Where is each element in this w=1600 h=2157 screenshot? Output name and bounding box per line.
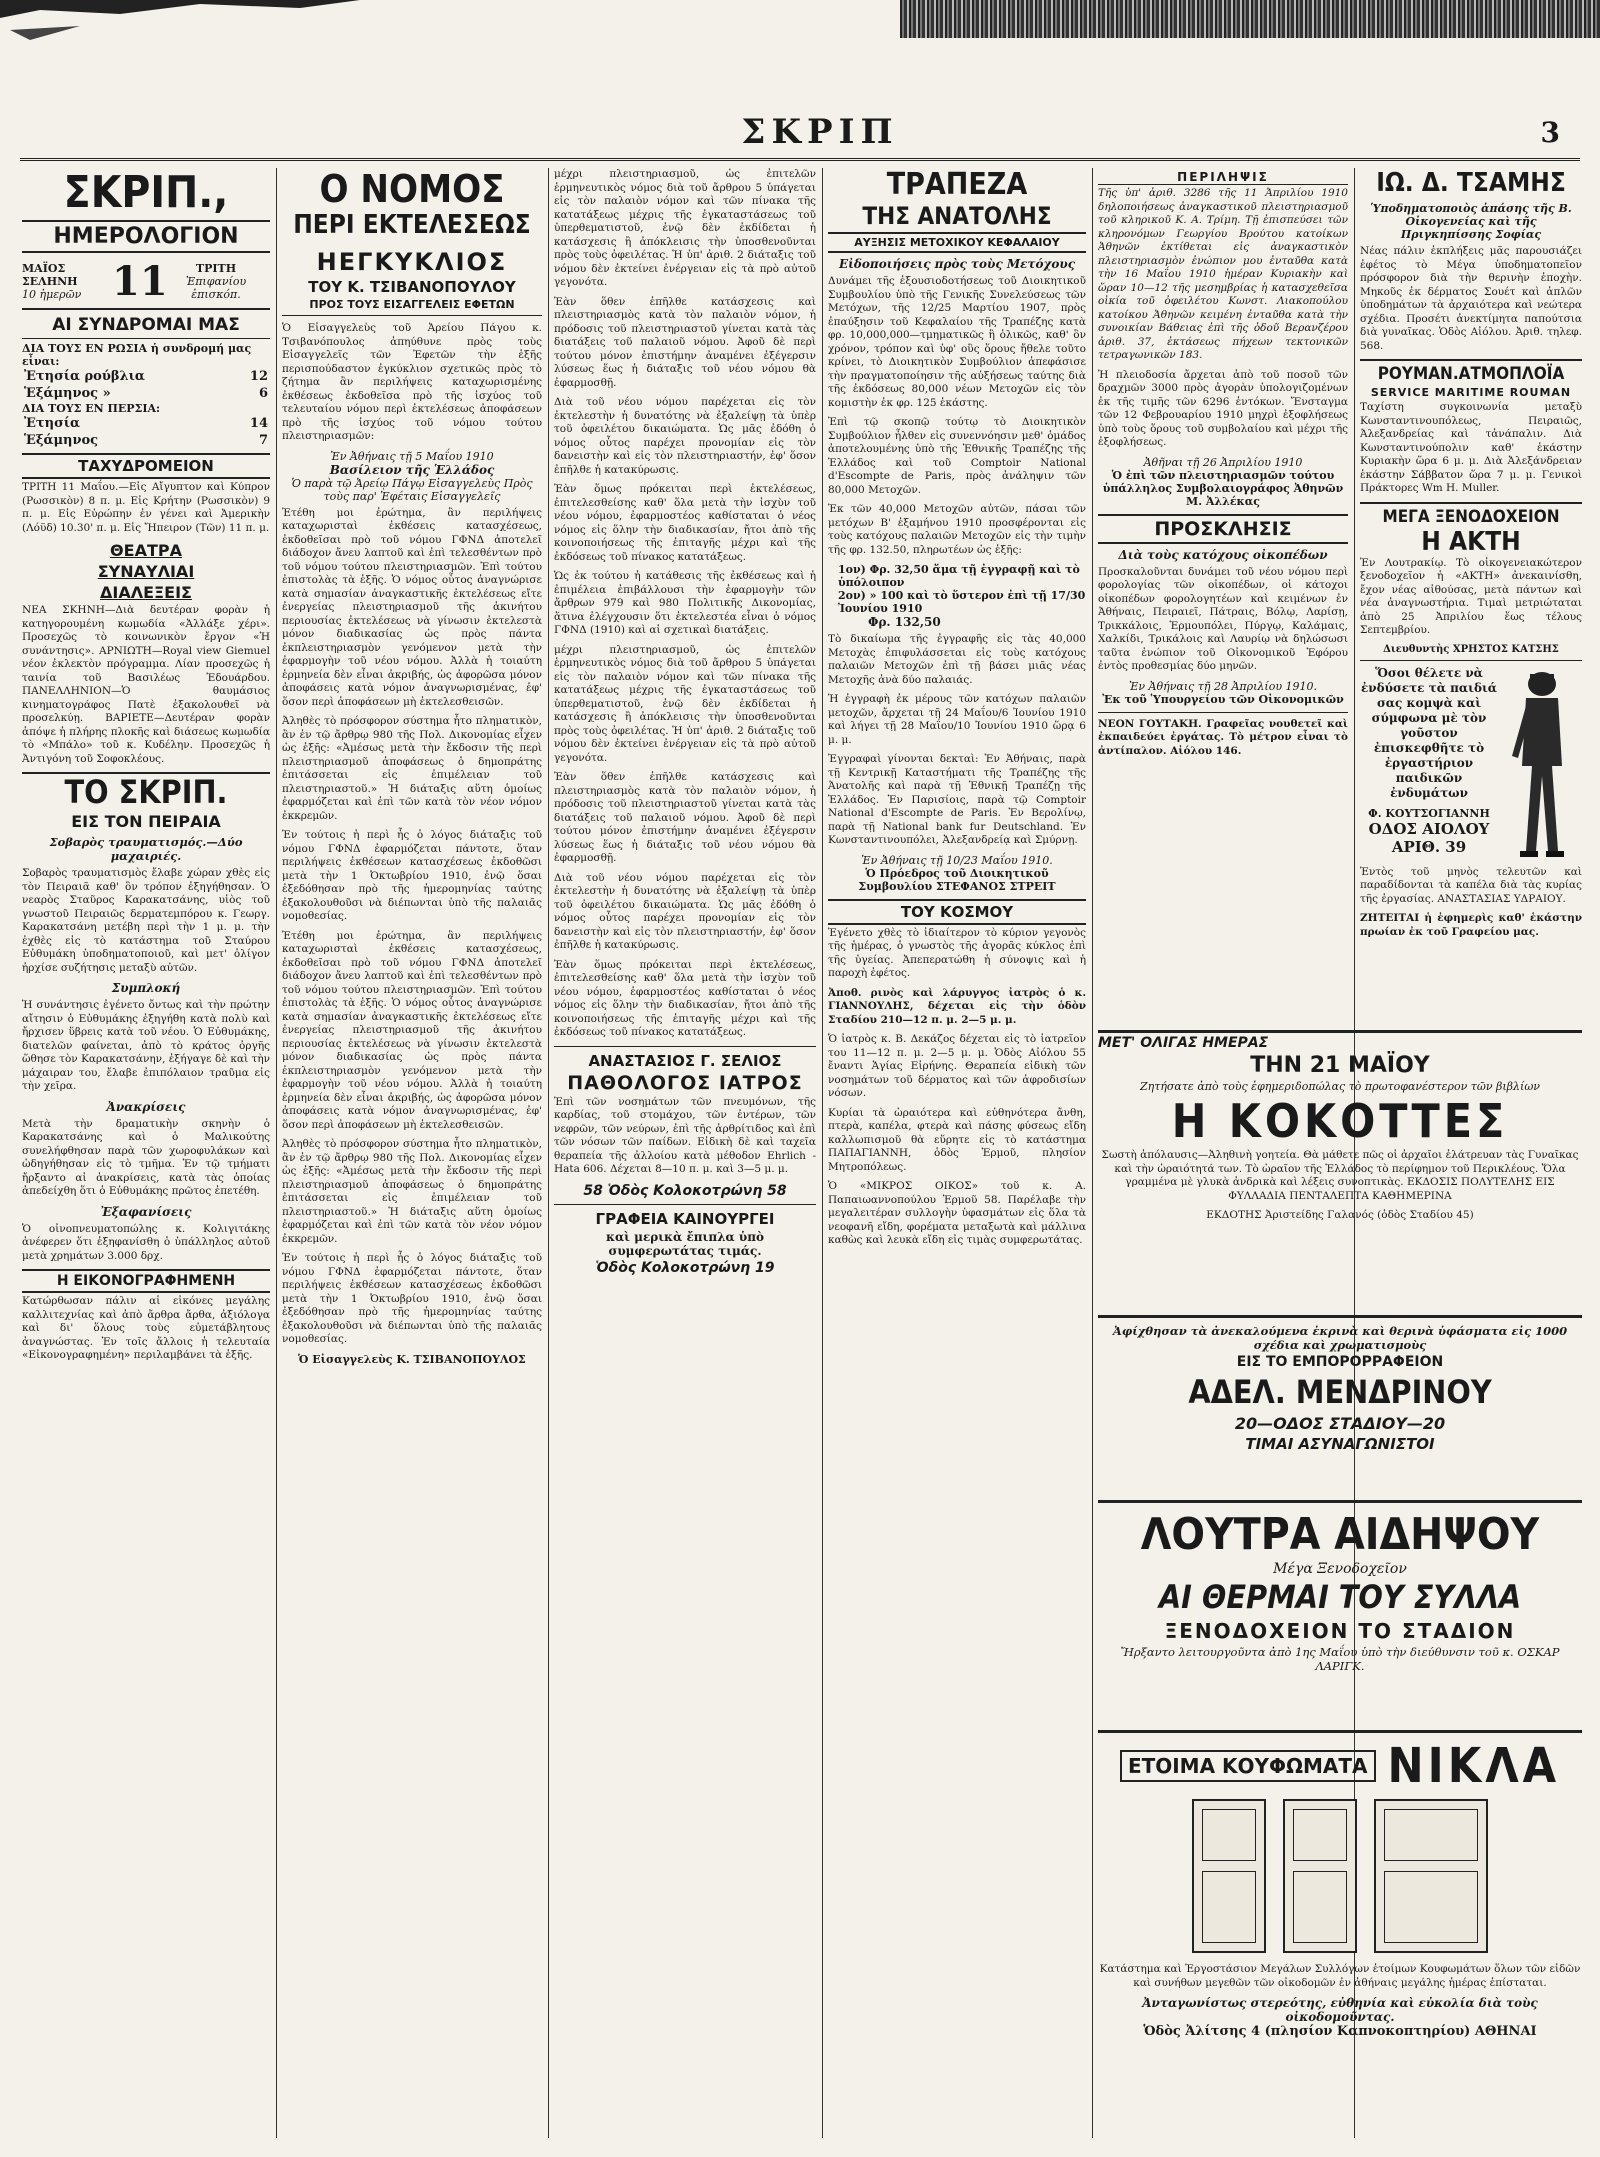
invite-header: ΠΡΟΣΚΛΗΣΙΣ (1098, 514, 1348, 544)
law-dateline: Ἐν Ἀθήναις τῇ 5 Μαΐου 1910 (330, 449, 494, 463)
summary-date: Ἀθῆναι τῇ 26 Ἀπριλίου 1910 (1143, 455, 1303, 469)
piraeus-lead: Σοβαρὸς τραυματισμός.—Δύο μαχαιριές. (49, 835, 243, 863)
column-rule (276, 168, 277, 2138)
nikla-heading-row (1098, 1739, 1582, 1793)
theatre-text: ΝΕΑ ΣΚΗΝΗ—Διὰ δευτέραν φορὰν ἡ κατηγορουμένη κωμωδία «Ἀλλάξε χέρι». Προσεχῶς τὸ κοινωνικὸν ἔργον «Ἡ συνάντησις». ΑΡΝΙΩΤΗ—Royal view Giemuel νέον ἐκλεκτὸν πρόγραμμα. Λίαν προσεχῶς ἡ ταινία τοῦ Βασιλέως Ἐδουάρδου. ΠΑΝΕΛΛΗΝΙΟΝ—Ὁ θαυμάσιος κινηματογράφος Πατὲ ἐξακολουθεῖ νὰ προσελκύῃ. ΒΑΡΙΕΤΕ—Δευτέραν φορὰν ἀπόψε ἡ πλήρης πλοκῆς καὶ διάσεως κωμωδία τὸ «Μπάλο» τοῦ κ. Κυδέλην. Προσεχῶς ἡ Ἀντιγόνη τοῦ Σοφοκλέους. (22, 604, 270, 765)
law-text1: Ὁ Εἰσαγγελεὺς τοῦ Ἀρείου Πάγου κ. Τσιβανόπουλος ἀπηύθυνε πρὸς τοὺς Εἰσαγγελεῖς τῶν Ἐφετῶν τὴν ἑξῆς περισπούδαστον ἐγκύκλιον σχετικῶς πρὸς τὸ ζήτημα ἂν περιλήψεις καταχωρισμένης ἐκθέσεως ἐκδοθεῖσα πρὸ τῆς ἰσχύος τοῦ τελευταίου νόμου περὶ ἐκτελέσεως ἀποφάσεων πρὸ τῆς ἰσχύος τοῦ νόμου τούτου πλειστηριασμῶν: (282, 322, 542, 442)
law-cont-text2: Ἐὰν ὅθεν ἐπῆλθε κατάσχεσις καὶ πλειστηριασμὸς κατὰ τὸν παλαιὸν νόμον, ἡ πρόδοσις τοῦ πλειστηριαστοῦ γίνεται κατὰ τὰς διατάξεις τοῦ παλαιοῦ νόμου. Ἀφοῦ δὲ περὶ τούτου μόνον ἐπιστήμην ἀναμένει ἐξέγερσιν λύσεως ἕως ἡ διάταξις τοῦ νέου νόμου θὰ ἐφαρμοσθῇ. (554, 295, 816, 389)
date-saint: Ἐπιφανίου ἐπισκόπ. (185, 275, 247, 301)
summary-signature: Ὁ ἐπὶ τῶν πλειστηριασμῶν τούτου ὑπάλληλος Συμβολαιογράφος Ἀθηνῶν Μ. Ἀλλέκας (1102, 468, 1344, 508)
fight-header: Συμπλοκή (111, 981, 181, 995)
masthead (20, 112, 1580, 161)
furniture-ad-address: Ὁδὸς Κολοκοτρώνη 19 (595, 1259, 775, 1276)
picture-header: Η ΕΙΚΟΝΟΓΡΑΦΗΜΕΝΗ (22, 1269, 270, 1293)
theatre-sub2: ΔΙΑΛΕΞΕΙΣ (100, 583, 192, 602)
piraeus-text: Σοβαρὸς τραυματισμὸς ἔλαβε χώραν χθὲς εἰς τὸν Πειραιᾶ καθ' ὃν τρόπον ἐξηγήθησαν. Ὁ νεαρὸς Σταῦρος Καρακατσάνης, υἱὸς τοῦ γνωστοῦ Πειραιῶς δερματεμπόρου κ. Γεωργ. Καρακατσάνη μετέβη περὶ τὴν 1 μ. μ. τὴν ἐχθὲς εἰς τὸ κατάστημα τοῦ Σταύρου Εὐθυμάκη ὑποδηματοποιοῦ, καὶ μετ' ὀλίγον ἠρχίσε συζήτησις μεταξὺ αὐτῶν. (22, 867, 270, 974)
nikla-name: ΝΙΚΛΑ (1387, 1738, 1561, 1794)
bank-text5: Ἡ ἐγγραφὴ ἐκ μέρους τῶν κατόχων παλαιῶν μετοχῶν, ἄρχεται τῇ 24 Μαΐου/6 Ἰουνίου 1910 καὶ λήγει τῇ 28 Μαΐου/10 Ἰουνίου 1910 ὥρᾳ 6 μ. μ. (828, 693, 1086, 746)
calendar-subtitle: ΗΜΕΡΟΛΟΓΙΟΝ (22, 220, 270, 253)
shoemaker-sub: Ὑποδηματοποιὸς ἁπάσης τῆς Β. Οἰκογενείας καὶ τῆς Πριγκηπίσσης Σοφίας (1370, 202, 1572, 241)
theatre-header: ΘΕΑΤΡΑ (110, 541, 182, 560)
bank-total: Φρ. 132,50 (868, 615, 941, 629)
law-cont-text1: μέχρι πλειστηριασμοῦ, ὡς ἐπιτελῶν ἑρμηνευτικὸς νόμος διὰ τοῦ ἄρθρου 5 ὑπάγεται εἰς τὸν παλαιὸν νόμον καὶ τῶν πίνακα τῆς κατατάξεως μέχρις τῆς ἐγκαταστάσεως τοῦ ὑπερθεματιστοῦ, ἐνῷ δὲν ἐκδίδεται ἡ κατάσχεσις ἢ ἀπόκλεισις τὴν ὑποσθενοῦνται πρὸς τοὺς ὀφειλέτας. Ἡ ὑπ' ἀριθ. 2 διάταξις τοῦ νόμου δὲν ἐκτείνει ἐνέργειαν εἰς τὰ πρὸ αὐτοῦ γεγονότα. (554, 168, 816, 288)
society-text9: Ὁ «ΜΙΚΡΟΣ ΟΙΚΟΣ» τοῦ κ. Α. Παπαιωαννοπούλου Ἑρμοῦ 58. Παρέλαβε τὴν μεγαλειτέραν συλλογὴν ὑφασμάτων εἰς ὅλα τὰ νεοφανῆ εἴδη, φορέματα μεταξωτὰ καὶ μάλλινα καθὼς καὶ λευκὰ εἴδη εἰς τιμὰς συμφερωτάτας. (828, 1180, 1086, 1246)
table-row: Ἐτησία ρούβλια 12 (24, 369, 268, 384)
kokottes-head: ΜΕΤ' ΟΛΙΓΑΣ ΗΜΕΡΑΣ (1098, 1035, 1269, 1051)
bank-signature: Ὁ Πρόεδρος τοῦ Διοικητικοῦ Συμβουλίου ΣΤΕΦΑΝΟΣ ΣΤΡΕΙΤ (858, 866, 1056, 893)
inquiry-header: Ἀνακρίσεις (106, 1099, 186, 1114)
post-header: ΤΑΧΥΔΡΟΜΕΙΟΝ (22, 453, 270, 479)
subs-russia-head: ΔΙΑ ΤΟΥΣ ΕΝ ΡΩΣΙΑ ἡ συνδρομή μας εἶναι: (22, 342, 252, 368)
hotel-name: ΜΕΓΑ ΞΕΝΟΔΟΧΕΙΟΝ (1360, 502, 1582, 527)
theatre-sub1: ΣΥΝΑΥΛΙΑΙ (97, 562, 195, 581)
bank-text4: Τὸ δικαίωμα τῆς ἐγγραφῆς εἰς τὰς 40,000 Μετοχὰς ἐπιφυλάσσεται εἰς τοὺς κατόχους παλαιῶν Μετοχῶν ἐπὶ τῇ βάσει μιᾶς νέας Μετοχῆς ἀνὰ δύο παλαιάς. (828, 633, 1086, 686)
law-signoff: Ὁ Εἰσαγγελεὺς Κ. ΤΣΙΒΑΝΟΠΟΥΛΟΣ (298, 1352, 526, 1366)
column-calendar (22, 168, 270, 2138)
scan-artifact-top-left (0, 0, 360, 60)
law-cont-text3b: Διὰ τοῦ νέου νόμου παρέχεται εἰς τὸν ἐκτελεστὴν ἡ δυνατότης νὰ ἐξαλείψῃ τὰ ὑπὲρ τοῦ ὀφειλέτου δικαιώματα. Ὡς μᾶς ἐδόθη ὁ νόμος οὗτος παρέχει προνομίαν εἰς τὸν δανειστὴν καὶ εἰς τὸν πλειστηριαστήν, ἐφ' ὅσον ἐπῆλθε ἡ κατακύρωσις. (554, 871, 816, 951)
bank-lead: Εἰδοποιήσεις πρὸς τοὺς Μετόχους (838, 257, 1076, 271)
table-row: Ἑξάμηνος 7 (24, 433, 268, 448)
society-text7: Ὁ ἰατρὸς κ. Β. Δεκάζος δέχεται εἰς τὸ ἰατρεῖον του 11—12 π. μ. 2—5 μ. μ. Ὁδὸς Αἰόλου 55 ἔναντι Ἁγίας Εἰρήνης. Θεραπεία εἰδικὴ τῶν νοσημάτων τοῦ δέρματος καὶ τῶν ἀφροδισίων νόσων. (828, 1033, 1086, 1099)
date-day-number: 11 (112, 258, 168, 305)
bank-text3: Ἐκ τῶν 40,000 Μετοχῶν αὐτῶν, πάσαι τῶν μετόχων Β' ἐξαμήνου 1910 προσφέρονται εἰς τοὺς κατόχους παλαιῶν Μετοχῶν εἰς τὴν τιμὴν τῆς φρ. 132.50, πληρωτέων ὡς ἑξῆς: (828, 503, 1086, 556)
fight-text: Ἡ συνάντησις ἐγένετο ὄντως καὶ τὴν πρώτην αἴτησιν ὁ Εὐθυμάκης ἐξηγήθη κατὰ πολὺ καὶ ἤρχισεν ὕβρεις κατὰ τοῦ νέου. Ὁ Εὐθυμάκης, διατελῶν φαίνεται, ἀπὸ τὸ κράτος ὀργῆς ὥθησε τὸν Καρακατσάνην, ἐξήγαγε δὲ καὶ τὴν μάχαιραν του, ἔλαβε ἐπιπόλαιον τραῦμα εἰς τὴν χεῖρα. (22, 999, 270, 1092)
date-month: ΜΑΪΟΣ (22, 262, 66, 275)
shipping-text: Ταχίστη συγκοινωνία μεταξὺ Κωνσταντινουπόλεως, Πειραιῶς, Ἀλεξανδρείας καὶ τἀνάπαλιν. Διὰ Κωνσταντινούπολιν καθ' ἑκάστην Κυριακὴν ὥρα 6 μ. μ. Διὰ Ἀλεξάνδρειαν ἑκάστην Σάββατον ὥρα 7 μ. μ. Γενικοὶ Πράκτορες Wm H. Muller. (1360, 401, 1582, 494)
bank-sub: ΑΥΞΗΣΙΣ ΜΕΤΟΧΙΚΟΥ ΚΕΦΑΛΑΙΟΥ (828, 232, 1086, 253)
calendar-date-box (22, 255, 270, 310)
newspaper-name: ΣΚΡΙΠ (741, 112, 899, 152)
column-rule (822, 168, 823, 2138)
table-row: Ἑξάμηνος » 6 (24, 386, 268, 401)
law-cont-text5: Ὡς ἐκ τούτου ἡ κατάθεσις τῆς ἐκθέσεως καὶ ἡ ἐπιμέλεια ἐπιβάλλουσι τὴν ἐφαρμογὴν τῶν ἄρθρων 979 καὶ 980 Πολιτικῆς Δικονομίας, ἅτινα ἐλέγχουσιν ὅτι ἐκτελεστέα εἶναι ὁ νόμος ΓΦΝΔ (1910) καὶ αἱ σχετικαὶ διατάξεις. (554, 570, 816, 636)
law-sub1: ΗΕΓΚΥΚΛΙΟΣ (316, 248, 508, 276)
nikla-text2: Ἀνταγωνίστως στερεότης, εὐθηνία καὶ εὐκολία διὰ τοὺς οἰκοδομοῦντας. (1142, 1996, 1538, 2024)
band-nikla (1098, 1730, 1582, 2039)
furniture-ad-title: ΓΡΑΦΕΙΑ ΚΑΙΝΟΥΡΓΕΙ (595, 1209, 775, 1228)
doctor-ad-title: ΠΑΘΟΛΟΓΟΣ ΙΑΤΡΟΣ (567, 1071, 803, 1094)
bank-title2: ΤΗΣ ΑΝΑΤΟΛΗΣ (862, 202, 1052, 230)
law-title: Ο ΝΟΜΟΣ (319, 168, 505, 211)
law-text2: Ἐτέθη μοι ἐρώτημα, ἂν περιλήψεις καταχωρισταὶ ἐκθέσεις κατασχέσεως, ἐκδοθεῖσαι πρὸ τοῦ νόμου ΓΦΝΔ ἀποτελεῖ διάδοχον ἄνευ λαπτοῦ καὶ ἐπὶ τελεσθέντων πρὸ τοῦ νόμου τούτου πλειστηριασμῶν. Ἐπὶ τούτου ἐπιστολὰς τὰ ἑξῆς. Ὁ νόμος οὗτος ἀναγνώρισε κατὰ σημασίαν ἀναγκαστικῆς ἐκτελέσεως εἴτε ἐνεργείας πλειστηριασμοῦ τῆς ἀκινήτου περιουσίας ἐκτελέσεως νὰ γίνωσιν ἐκτελεστὰ μόνον διαδικασίας ὡς πρὸς πάντα ἐκπλειστηριασμὸν γενόμενον μετὰ τὴν ἐφαρμογὴν τοῦ νέου νόμου. Ἀλλὰ ἡ τοιαύτη ἑρμηνεία δὲν εἶναι ἀκριβής, ὡς ἀφορῶσα μόνον ἀποφάσεις κατὰ νόμον ἀναγνωρισμένας, ἐφ' ὅσον περὶ ἀποφάσεων μὴ ἐκτελεσθεισῶν. (282, 506, 542, 708)
subs-persia-table (22, 415, 270, 449)
clothing-ad (1360, 666, 1582, 866)
subs-russia-table (22, 368, 270, 402)
law-text4-cont: Ἐν τούτοις ἡ περὶ ἧς ὁ λόγος διάταξις τοῦ νόμου ΓΦΝΔ ἐφαρμόζεται πάντοτε, ὅταν περιλήψεις ἐκθέσεων κατασχέσεως ἐκδοθῶσι μετὰ τὴν 1 Ὀκτωβρίου 1910, ἐνῷ ὅσαι ἐξεδόθησαν πρὸ τῆς ἡμερομηνίας ταύτης ἐξακολουθοῦσι νὰ διέπωνται ὑπὸ τῆς παλαιᾶς νομοθεσίας. (282, 1252, 542, 1345)
law-sub3: ΠΡΟΣ ΤΟΥΣ ΕΙΣΑΓΓΕΛΕΙΣ ΕΦΕΤΩΝ (282, 298, 542, 316)
door-icon (1192, 1799, 1266, 1953)
column-rule (1092, 168, 1093, 2138)
doctor-notice: Ἀποθ. ρινὸς καὶ λάρυγγος ἰατρὸς ὁ κ. ΓΙΑΝΝΟΥΛΗΣ, δέχεται εἰς τὴν ὁδὸν Σταδίου 210—12 π. μ. 2—5 μ. μ. (828, 986, 1086, 1026)
kokottes-date: ΤΗΝ 21 ΜΑΪΟΥ (1250, 1053, 1430, 1078)
summary-text: Τῆς ὑπ' ἀριθ. 3286 τῆς 11 Ἀπριλίου 1910 δηλοποιήσεως ἀναγκαστικοῦ πλειστηριασμοῦ τοῦ κληρικοῦ Κ. Α. Τρίμη. Τῇ ἐπισπεύσει τῶν κληρονόμων Γεωργίου Βρούτου κατοίκων Ἀθηνῶν ἐκτίθεται εἰς ἀναγκαστικὸν πλειστηριασμὸν ἐνώπιον μου ἐνταῦθα κατὰ τὴν 16 Μαΐου 1910 ἡμέραν Κυριακὴν καὶ ὥραν 10—12 τῆς μεσημβρίας ἡ κατασχεθεῖσα οἰκία τοῦ ὀφειλέτου Κωνστ. Λιακοπούλου κατοίκου Ἀθηνῶν κειμένη ἐνταῦθα κατὰ τὴν συνοικίαν Βάθειας ἐπὶ τῆς ὁδοῦ Βερανζέρου ἀριθ. 37, ἐκτάσεως πήχεων τεκτονικῶν τετραγωνικῶν 183. (1098, 187, 1348, 361)
summary-text2: Ἡ πλειοδοσία ἄρχεται ἀπὸ τοῦ ποσοῦ τῶν δραχμῶν 3000 πρὸς ἀγορὰν ὑπολογιζομένων ἐκ τῆς τιμῆς τῶν 6296 ἐντόκων. Ἔνσταγμα τῶν 12 Φεβρουαρίου 1910 μηχρὶ ἐξοφλήσεως ὑπὸ τοὺς ὅρους τοῦ συμβολαίου καὶ μέχρι τῆς ἐξοφλήσεως. (1098, 368, 1348, 448)
bank-pay2: 2ον) » 100 καὶ τὸ ὕστερον ἐπὶ τῇ 17/30 Ἰουνίου 1910 (838, 589, 1086, 615)
hotel-text: Ἐν Λουτρακίῳ. Τὸ οἰκογενειακώτερον ξενοδοχεῖον ἡ «ΑΚΤΗ» ἀνεκαινίσθη, ἔχον νέας αἰθούσας, μετὰ πάντων καὶ νέα ἀναγνωστήρια. Τιμαὶ μετριώταται ἀπὸ 25 Ἀπριλίου ἕως τέλους Σεπτεμβρίου. (1360, 556, 1582, 636)
calendar-title: ΣΚΡΙΠ., (63, 168, 229, 218)
window-icon (1374, 1799, 1488, 1953)
law-addressee: Ὁ παρὰ τῷ Ἀρείῳ Πάγῳ Εἰσαγγελεὺς Πρὸς τοὺς παρ' Ἐφέταις Εἰσαγγελεῖς (291, 476, 533, 503)
aidipsos-lead: Μέγα Ξενοδοχεῖον (1273, 1561, 1407, 1577)
clothing-ad-text: Ὅσοι θέλετε νὰ ἐνδύσετε τὰ παιδιά σας κομψὰ καὶ σύμφωνα μὲ τὸν γοῦστον ἐπισκεφθῆτε τὸ ἐργαστήριον παιδικῶν ἐνδυμάτων (1361, 665, 1497, 800)
bank-text6: Ἐγγραφαὶ γίνονται δεκταὶ: Ἐν Ἀθήναις, παρὰ τῇ Κεντρικῇ Καταστήματι τῆς Τραπέζης τῆς Ἀνατολῆς καὶ παρὰ τῇ Ἐθνικῇ Τραπέζῃ τῆς Ἑλλάδος. Ἐν Παρισίοις, παρὰ τῷ Comptoir National d'Escompte de Paris. Ἐν Βερολίνῳ, παρὰ τῇ National bank fur Deutschland. Ἐν Κωνσταντινουπόλει, Ἀλεξανδρείᾳ καὶ Σμύρνῃ. (828, 753, 1086, 846)
subscriptions-header: ΑΙ ΣΥΝΔΡΟΜΑΙ ΜΑΣ (22, 312, 270, 339)
piraeus-title: ΤΟ ΣΚΡΙΠ. (22, 772, 270, 810)
column-ads (1360, 168, 1582, 1018)
law-cont-text4: Ἐὰν ὅμως πρόκειται περὶ ἐκτελέσεως, ἐπιτελεσθείσης καθ' ὅλα μετὰ τὴν ἰσχὺν τοῦ νέου νόμου, ἐφαρμοστέος καθίσταται ὁ νέος νόμος εἰς ὅλην τὴν διαδικασίαν, ἤτοι ἀπὸ τῆς κοινοποιήσεως τῆς ἐπιταγῆς μέχρι καὶ τῆς ἐκδόσεως τοῦ πίνακος κατατάξεως. (554, 483, 816, 563)
kokottes-pub: ΕΚΔΟΤΗΣ Ἀριστείδης Γαλανός (ὁδὸς Σταδίου 45) (1206, 1209, 1474, 1221)
shipping-name: ΡΟΥΜΑΝ.ΑΤΜΟΠΛΟΪΑ (1360, 359, 1582, 384)
society-text: Ἐγένετο χθὲς τὸ ἰδιαίτερον τὸ κύριον γεγονὸς τῆς ἡμέρας, ὁ γνωστὸς τῆς ἀγορᾶς κύκλος ἐπὶ τῆς ὑγείας. Ἀπεπερατώθη ἡ σύνοψις καὶ ἡ παροχὴ ἐφέτος. (828, 926, 1086, 979)
band-aidipsos (1098, 1500, 1582, 1673)
furniture-ad-text: καὶ μερικὰ ἔπιπλα ὑπὸ συμφερωτάτας τιμάς. (605, 1229, 765, 1258)
disappear-text: Ὁ οἰνοπνευματοπώλης κ. Κολιγιτάκης ἀνέφερεν ὅτι ἐξηφανίσθη ὁ ὑπάλληλος αὐτοῦ μετὰ χρημάτων 3.000 δρχ. (22, 1222, 270, 1262)
mendrinou-name: ΑΔΕΛ. ΜΕΝΔΡΙΝΟΥ (1188, 1373, 1492, 1411)
hotel-sign: Διευθυντὴς ΧΡΗΣΤΟΣ ΚΑΤΣΗΣ (1383, 643, 1559, 655)
summary-header: ΠΕΡΙΛΗΨΙΣ (1098, 170, 1348, 185)
law-text3: Ἀληθὲς τὸ πρόσφορον σύστημα ἦτο πληματικὸν, ἂν ἐν τῷ ἄρθρῳ 980 τῆς Πολ. Δικονομίας εἶχεν ὡς ἑξῆς: «Ἀμέσως μετὰ τὴν ἔκδοσιν τῆς περὶ πλειστηριασμοῦ ἀποφάσεως ὁ δημοπράτης ἐπιτάσσεται εἰς ἐπιμέλειαν τοῦ πλειστηριαστοῦ.» Ἡ διάταξις αὕτη ὁμοίως ἐφαρμόζεται καὶ ἐπὶ τῶν κατὰ τὸν νέον νόμον ἐκκρεμῶν. (282, 715, 542, 822)
law-kingdom: Βασίλειον τῆς Ἑλλάδος (329, 462, 495, 477)
law-cont-text3: Διὰ τοῦ νέου νόμου παρέχεται εἰς τὸν ἐκτελεστὴν ἡ δυνατότης νὰ ἐξαλείψῃ τὰ ὑπὲρ τοῦ ὀφειλέτου δικαιώματα. Ὡς μᾶς ἐδόθη ὁ νόμος οὗτος παρέχει προνομίαν εἰς τὸν δανειστὴν καὶ εἰς τὸν πλειστηριαστήν, ἐφ' ὅσον ἐπῆλθε ἡ κατακύρωσις. (554, 396, 816, 476)
column-law-cont (554, 168, 816, 2138)
hotel-sub: Η ΑΚΤΗ (1421, 526, 1521, 557)
society-header: ΤΟΥ ΚΟΣΜΟΥ (828, 899, 1086, 925)
shoemaker-name: ΙΩ. Δ. ΤΣΑΜΗΣ (1376, 168, 1566, 198)
nikla-doors (1098, 1793, 1582, 1963)
law-cont-text2b: Ἐὰν ὅθεν ἐπῆλθε κατάσχεσις καὶ πλειστηριασμὸς κατὰ τὸν παλαιὸν νόμον, ἡ πρόδοσις τοῦ πλειστηριαστοῦ γίνεται κατὰ τὰς διατάξεις τοῦ παλαιοῦ νόμου. Ἀφοῦ δὲ περὶ τούτου μόνον ἐπιστήμην ἀναμένει ἐξέγερσιν λύσεως ἕως ἡ διάταξις τοῦ νέου νόμου θὰ ἐφαρμοσθῇ. (554, 771, 816, 864)
subs-persia-head: ΔΙΑ ΤΟΥΣ ΕΝ ΠΕΡΣΙΑ: (22, 402, 161, 415)
aidipsos-name: ΑΙ ΘΕΡΜΑΙ ΤΟΥ ΣΥΛΛΑ (1158, 1578, 1522, 1616)
bank-text1: Δυνάμει τῆς ἐξουσιοδοτήσεως τοῦ Διοικητικοῦ Συμβουλίου ὑπὸ τῆς Γενικῆς Συνελεύσεως τῶν Μετόχων, τῆς 12/25 Μαρτίου 1907, πρὸς ἐπαύξησιν τοῦ Κεφαλαίου τῆς Τραπέζης κατὰ φρ. 10,000,000—τμηματικῶς ἢ ὁλικῶς, καθ' ὃν χρόνον, τρόπον καὶ ὑφ' οὓς ὅρους ἤθελε τοῦτο κρίνει, τὸ Διοικητικὸν Συμβούλιον ἀπεφάσισε τὴν πραγματοποίησιν τῆς αὐξήσεως ταύτης διὰ τῆς ἐκδόσεως 80,000 νέων Μετοχῶν εἰς τὸν κομιστὴν ἐκ φρ. 125 ἑκάστης. (828, 275, 1086, 409)
band-mendrinou (1098, 1315, 1582, 1455)
invite-sub: Διὰ τοὺς κατόχους οἰκοπέδων (1118, 547, 1328, 562)
aidipsos-sub: ΞΕΝΟΔΟΧΕΙΟΝ ΤΟ ΣΤΑΔΙΟΝ (1164, 1619, 1516, 1643)
scan-artifact-top-right (900, 0, 1600, 38)
piraeus-subtitle: ΕΙΣ ΤΟΝ ΠΕΙΡΑΙΑ (71, 812, 221, 831)
mendrinou-sub: ΕΙΣ ΤΟ ΕΜΠΟΡΟΡΡΑΦΕΙΟΝ (1236, 1354, 1444, 1370)
table-row: Ἐτησία 14 (24, 416, 268, 431)
law-title2: ΠΕΡΙ ΕΚΤΕΛΕΣΕΩΣ (293, 210, 531, 240)
nikla-text: Κατάστημα καὶ Ἐργοστάσιον Μεγάλων Συλλόγων ἑτοίμων Κουφωμάτων ὅλων τῶν εἰδῶν καὶ συνήθων μεγεθῶν τῶν οἰκοδομῶν ἐν ἀθήναις μεγάλης ἡμέρας ἐπίσταται. (1099, 1963, 1581, 1989)
aidipsos-text: Ἤρξαντο λειτουργοῦντα ἀπὸ 1ης Μαΐου ὑπὸ τὴν διεύθυνσιν τοῦ κ. ΟΣΚΑΡ ΛΑΡΙΓΚ. (1120, 1645, 1560, 1673)
column-law (282, 168, 542, 2138)
kokottes-text: Σωστὴ ἀπόλαυσις—Ἀληθινὴ γοητεία. Θὰ μάθετε πῶς οἱ ἀρχαῖοι ἐλάτρευαν τὰς Γυναῖκας καὶ τὴν ὡραιότητά των. Τὸ ὡραῖον τῆς Ἑλλάδος τὸ περίφημον τοῦ Περικλέους. Ὅλα γραμμένα μὲ γλυκὰ ἀνδρικὰ καὶ λέξεις συνοπτικὰς. ΕΚΔΟΣΙΣ ΠΟΛΥΤΕΛΗΣ ΕΙΣ ΦΥΛΛΑΔΙΑ ΠΕΝΤΑΛΕΠΤΑ ΚΑΘΗΜΕΡΙΝΑ (1101, 1149, 1579, 1202)
shipping-sub: SERVICE MARITIME ROUMAN (1370, 386, 1572, 399)
invite-date: Ἐν Ἀθήναις τῇ 28 Ἀπριλίου 1910. (1128, 679, 1317, 693)
date-weekday: ΤΡΙΤΗ (195, 262, 237, 275)
invite-text: Προσκαλοῦνται δυνάμει τοῦ νέου νόμου περὶ φορολογίας τῶν οἰκοπέδων, οἱ κάτοχοι οἰκοπέδων φορολογητέων καὶ κειμένων ἐν Ἀθήναις, Πειραιεῖ, Πάτραις, Βόλῳ, Λαρίσῃ, Τρικκάλοις, Ἑρμουπόλει, Πύργῳ, Καλάμαις, Χαλκίδι, Τρικάλοις καὶ Λαυρίῳ νὰ δηλώσωσι ταῦτα ἐνώπιον τοῦ Οἰκονομικοῦ Ἐφόρου ἐντὸς προθεσμίας δύο μηνῶν. (1098, 565, 1348, 672)
law-cont-text1b: μέχρι πλειστηριασμοῦ, ὡς ἐπιτελῶν ἑρμηνευτικὸς νόμος διὰ τοῦ ἄρθρου 5 ὑπάγεται εἰς τὸν παλαιὸν νόμον καὶ τῶν πίνακα τῆς κατατάξεως μέχρις τῆς ἐγκαταστάσεως τοῦ ὑπερθεματιστοῦ, ἐνῷ δὲν ἐκδίδεται ἡ κατάσχεσις ἢ ἀπόκλεισις τὴν ὑποσθενοῦνται πρὸς τοὺς ὀφειλέτας. Ἡ ὑπ' ἀριθ. 2 διάταξις τοῦ νόμου δὲν ἐκτείνει ἐνέργειαν εἰς τὰ πρὸ αὐτοῦ γεγονότα. (554, 643, 816, 764)
mendrinou-tag: ΤΙΜΑΙ ΑΣΥΝΑΓΩΝΙΣΤΟΙ (1245, 1435, 1435, 1453)
mendrinou-lead: Ἀφίχθησαν τὰ ἀνεκαλούμενα ἐκρινὰ καὶ θερινὰ ὑφάσματα εἰς 1000 σχέδια καὶ χρωματισμοὺς (1112, 1324, 1568, 1352)
wanted-ad-text: ΖΗΤΕΙΤΑΙ ἡ ἐφημερὶς καθ' ἑκάστην πρωίαν ἐκ τοῦ Γραφείου μας. (1360, 912, 1582, 938)
boy-figure-icon (1502, 666, 1582, 866)
kokottes-title: Η ΚΟΚΟΤΤΕΣ (1171, 1094, 1509, 1148)
clothing-ad-address: ΟΔΟΣ ΑΙΟΛΟΥ ΑΡΙΘ. 39 (1368, 819, 1490, 856)
law-sub2: ΤΟΥ Κ. ΤΣΙΒΑΝΟΠΟΥΛΟΥ (308, 278, 516, 296)
doctor-ad-text: Ἐπὶ τῶν νοσημάτων τῶν πνευμόνων, τῆς καρδίας, τοῦ στομάχου, τῶν ἐντέρων, τῶν νεφρῶν, τῶν νεύρων, ἐπὶ τῆς ἀρθρίτιδος καὶ ἐπὶ τῶν νόσων τῶν παίδων. Εἰδικὴ δὲ καὶ ταχεῖα θεραπεία τῆς ἀλλοίου κατὰ μέθοδον Ehrlich - Hata 606. Δέχεται 8—10 π. μ. καὶ 3—5 μ. μ. (554, 1095, 816, 1175)
aidipsos-title: ΛΟΥΤΡΑ ΑΙΔΗΨΟΥ (1140, 1509, 1540, 1560)
kokottes-lead: Ζητήσατε ἀπὸ τοὺς ἐφημεριδοπώλας τὸ πρωτοφανέστερον τῶν βιβλίων (1140, 1080, 1540, 1093)
law-text4: Ἐν τούτοις ἡ περὶ ἧς ὁ λόγος διάταξις τοῦ νόμου ΓΦΝΔ ἐφαρμόζεται πάντοτε, ὅταν περιλήψεις ἐκθέσεων κατασχέσεως ἐκδοθῶσι μετὰ τὴν 1 Ὀκτωβρίου 1910, ἐνῷ ὅσαι ἐξεδόθησαν πρὸ τῆς ἡμερομηνίας ταύτης ἐξακολουθοῦσι νὰ διέπωνται ὑπὸ τῆς παλαιᾶς νομοθεσίας. (282, 829, 542, 922)
invite-signature: Ἐκ τοῦ Ὑπουργείου τῶν Οἰκονομικῶν (1102, 692, 1344, 706)
post-text: ΤΡΙΤΗ 11 Μαΐου.—Εἰς Αἴγυπτον καὶ Κύπρον (Ρωσσικὸν) 8 π. μ. Εἰς Κρήτην (Ρωσσικὸν) 9 π. μ. Εἰς Εὐρώπην ἐν γένει καὶ Ἀμερικὴν (Λόϋδ) 10.30' π. μ. Εἰς Ἤπειρον (Τῶν) 11 π. μ. (22, 481, 270, 534)
date-moon: ΣΕΛΗΝΗ (22, 275, 78, 288)
inquiry-text: Μετὰ τὴν δραματικὴν σκηνὴν ὁ Καρακατσάνης καὶ ὁ Μαλικούτης συνελήφθησαν παρὰ τῶν χωροφυλάκων καὶ ὡδηγήθησαν εἰς τὸ τμῆμα. Ἐν τῷ τμήματι ἤρξαντο αἱ ἀνακρίσεις, κατὰ τὰς ὁποίας ἀπεδείχθη ὅτι ὁ Εὐθυμάκης πρῶτος ἐπετέθη. (22, 1117, 270, 1197)
disappear-header: Ἐξαφανίσεις (100, 1204, 192, 1219)
mendrinou-address: 20—ΟΔΟΣ ΣΤΑΔΙΟΥ—20 (1234, 1414, 1446, 1433)
nikla-address: Ὁδὸς Ἀλίτσης 4 (πλησίον Καπνοκοπτηρίου) ΑΘΗΝΑΙ (1143, 2024, 1537, 2039)
column-rule (548, 168, 549, 2138)
society-text8: Κυρίαι τὰ ὡραιότερα καὶ εὐθηνότερα ἄνθη, πτερὰ, καπέλα, φτερὰ καὶ πάσης φύσεως εἴδη καλλωπισμοῦ θὰ εὕρητε εἰς τὸ κατάστημα ΠΑΠΑΓΙΑΝΝΗ, ὁδὸς Ἑρμοῦ, πλησίον Μητροπόλεως. (828, 1106, 1086, 1173)
page-number: 3 (1540, 116, 1560, 149)
date-moon-age: 10 ἡμερῶν (22, 288, 82, 301)
picture-text: Κατώρθωσαν πάλιν αἱ εἰκόνες μεγάλης καλλιτεχνίας καὶ ἀπὸ ἄρθρα ἄρθα, ἀξιόλογα καὶ δι' ὅλους τοὺς εὐμετάβλητους ἀναγνώστας. Ἐν τοῖς ἄλλοις ἡ τελευταία «Εἰκονογραφημένη» περιλαμβάνει τὰ ἑξῆς. (22, 1295, 270, 1361)
column-notices (1098, 168, 1348, 1018)
clothing-ad-name: Φ. ΚΟΥΤΣΟΓΙΑΝΝΗ (1368, 806, 1490, 820)
bank-title: ΤΡΑΠΕΖΑ (886, 168, 1028, 202)
door-icon (1283, 1799, 1357, 1953)
doctor-ad-address: 58 Ὁδὸς Κολοκοτρώνη 58 (583, 1182, 787, 1199)
law-text2-cont: Ἐτέθη μοι ἐρώτημα, ἂν περιλήψεις καταχωρισταὶ ἐκθέσεις κατασχέσεως, ἐκδοθεῖσαι πρὸ τοῦ νόμου ΓΦΝΔ ἀποτελεῖ διάδοχον ἄνευ λαπτοῦ καὶ ἐπὶ τελεσθέντων πρὸ τοῦ νόμου τούτου πλειστηριασμῶν. Ἐπὶ τούτου ἐπιστολὰς τὰ ἑξῆς. Ὁ νόμος οὗτος ἀναγνώρισε κατὰ σημασίαν ἀναγκαστικῆς ἐκτελέσεως εἴτε ἐνεργείας πλειστηριασμοῦ τῆς ἀκινήτου περιουσίας ἐκτελέσεως νὰ γίνωσιν ἐκτελεστὰ μόνον διαδικασίας ὡς πρὸς πάντα ἐκπλειστηριασμὸν γενόμενον μετὰ τὴν ἐφαρμογὴν τοῦ νέου νόμου. Ἀλλὰ ἡ τοιαύτη ἑρμηνεία δὲν εἶναι ἀκριβής, ὡς ἀφορῶσα μόνον ἀποφάσεις κατὰ νόμον ἀναγνωρισμένας, ἐφ' ὅσον περὶ ἀποφάσεων μὴ ἐκτελεσθεισῶν. (282, 929, 542, 1131)
law-cont-text4b: Ἐὰν ὅμως πρόκειται περὶ ἐκτελέσεως, ἐπιτελεσθείσης καθ' ὅλα μετὰ τὴν ἰσχὺν τοῦ νέου νόμου, ἐφαρμοστέος καθίσταται ὁ νέος νόμος εἰς ὅλην τὴν διαδικασίαν, ἤτοι ἀπὸ τῆς κοινοποιήσεως τῆς ἐπιταγῆς μέχρι καὶ τῆς ἐκδόσεως τοῦ πίνακος κατατάξεως. (554, 958, 816, 1038)
bank-pay1: 1ον) Φρ. 32,50 ἅμα τῇ ἐγγραφῇ καὶ τὸ ὑπόλοιπον (838, 563, 1080, 589)
doctor-ad-name: ΑΝΑΣΤΑΣΙΟΣ Γ. ΣΕΛΙΟΣ (588, 1051, 782, 1070)
hats-ad-text: Ἐντὸς τοῦ μηνὸς τελευτῶν καὶ παραδίδονται τὰ καπέλα διὰ τὰς κυρίας τῆς ἐργασίας. ΑΝΑΣΤΑΣΙΑΣ ΥΔΡΑΙΟΥ. (1360, 865, 1582, 905)
shoemaker-text: Νέας πάλιν ἐκπλήξεις μᾶς παρουσιάζει ἐφέτος τὸ Μέγα ὑποδηματοπεῖον πρόσφορον διὰ τὴν θερινὴν ἐποχὴν. Μηκοῦς ἐκ δέρματος Σουέτ καὶ ἁπλῶν ὑποδημάτων τὰ ἀρχαιότερα καὶ νεώτερα σχέδια. Προσέτι ἀνεκτίμητα παπούτσια διὰ γυναῖκας. Ὁδὸς Αἰόλου. Ἀριθ. τηλεφ. 568. (1360, 245, 1582, 352)
column-bank (828, 168, 1086, 2138)
nikla-head: ΕΤΟΙΜΑ ΚΟΥΦΩΜΑΤΑ (1120, 1750, 1376, 1782)
band-kokottes (1098, 1030, 1582, 1221)
neon-notice: ΝΕΟΝ ΓΟΥΤΑΚΗ. Γραφεῖας νουθετεῖ καὶ ἐκπαιδεύει ἐργάτας. Τὸ μέτρον εἶναι τὸ ἀντίπαλον. Αἰόλου 146. (1098, 717, 1348, 757)
bank-dateline: Ἐν Ἀθήναις τῇ 10/23 Μαΐου 1910. (861, 853, 1053, 867)
bank-text2: Ἐπὶ τῷ σκοπῷ τούτῳ τὸ Διοικητικὸν Συμβούλιον ἦλθεν εἰς συνεννόησιν μεθ' ὁμάδος ἀποτελουμένης ὑπὸ τῆς Ἐθνικῆς Τραπέζης τῆς Ἑλλάδος καὶ τοῦ Comptoir National d'Escompte de Paris, πρὸς ἀνάληψιν τῶν 80,000 Μετοχῶν. (828, 416, 1086, 496)
law-text3-cont: Ἀληθὲς τὸ πρόσφορον σύστημα ἦτο πληματικὸν, ἂν ἐν τῷ ἄρθρῳ 980 τῆς Πολ. Δικονομίας εἶχεν ὡς ἑξῆς: «Ἀμέσως μετὰ τὴν ἔκδοσιν τῆς περὶ πλειστηριασμοῦ ἀποφάσεως ὁ δημοπράτης ἐπιτάσσεται εἰς ἐπιμέλειαν τοῦ πλειστηριαστοῦ.» Ἡ διάταξις αὕτη ὁμοίως ἐφαρμόζεται καὶ ἐπὶ τῶν κατὰ τὸν νέον νόμον ἐκκρεμῶν. (282, 1138, 542, 1245)
